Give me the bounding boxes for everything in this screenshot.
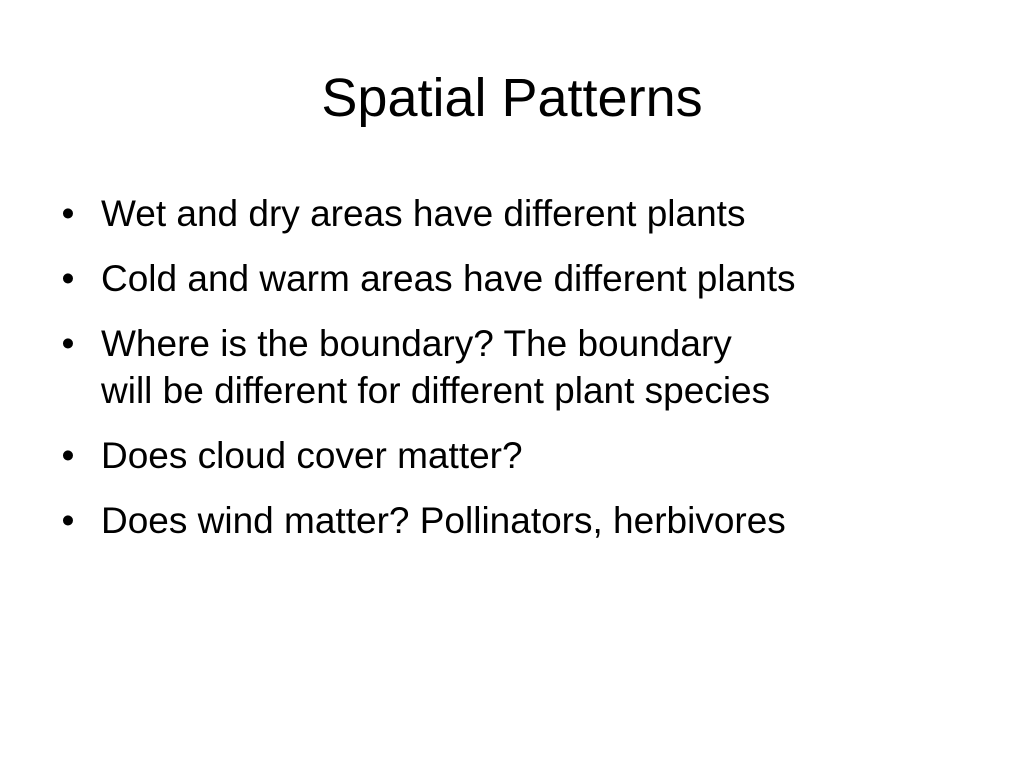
bullet-line: Cold and warm areas have different plants bbox=[101, 258, 796, 299]
bullet-icon: • bbox=[61, 258, 75, 299]
bullet-line: Does cloud cover matter? bbox=[101, 435, 523, 476]
bullet-icon: • bbox=[61, 323, 75, 364]
bullet-list bbox=[58, 190, 978, 562]
bullet-text bbox=[101, 432, 978, 479]
bullet-icon: • bbox=[61, 500, 75, 541]
bullet-text bbox=[101, 497, 978, 544]
bullet-line: Wet and dry areas have different plants bbox=[101, 193, 746, 234]
bullet-item bbox=[58, 255, 978, 302]
bullet-icon: • bbox=[61, 193, 75, 234]
bullet-item bbox=[58, 320, 978, 414]
bullet-item bbox=[58, 190, 978, 237]
bullet-line: Where is the boundary? The boundary bbox=[101, 323, 732, 364]
bullet-item bbox=[58, 432, 978, 479]
bullet-icon: • bbox=[61, 435, 75, 476]
slide-title: Spatial Patterns bbox=[321, 68, 703, 128]
bullet-text bbox=[101, 255, 978, 302]
bullet-line: Does wind matter? Pollinators, herbivores bbox=[101, 500, 786, 541]
bullet-text bbox=[101, 190, 978, 237]
bullet-item bbox=[58, 497, 978, 544]
bullet-text bbox=[101, 320, 978, 414]
bullet-line: will be different for different plant species bbox=[101, 370, 771, 411]
